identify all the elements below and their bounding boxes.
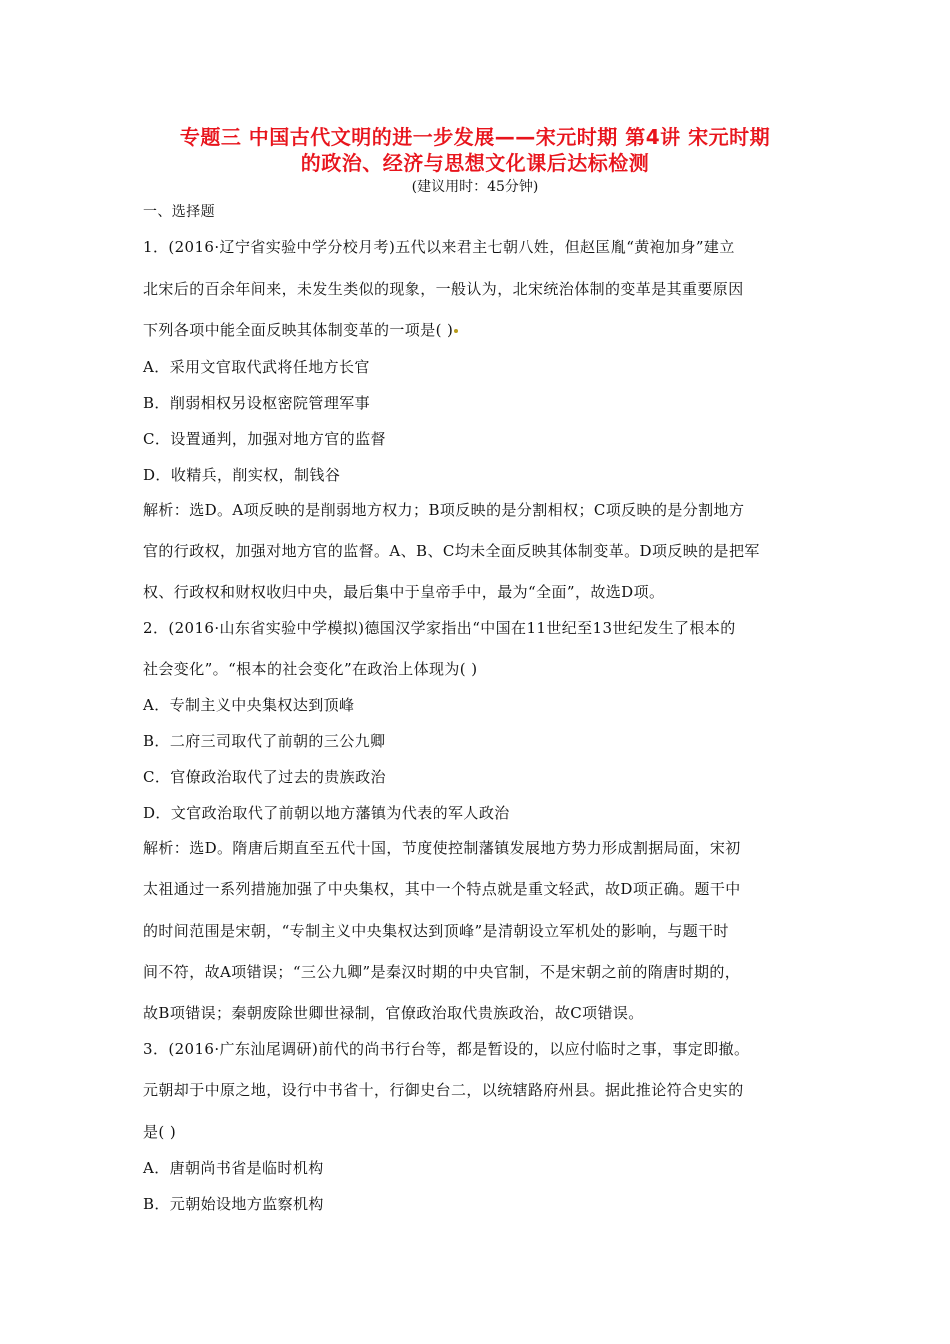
q1-option-c: C．设置通判，加强对地方官的监督 xyxy=(143,430,386,448)
q2-option-c: C．官僚政治取代了过去的贵族政治 xyxy=(143,768,386,786)
section-heading: 一、选择题 xyxy=(143,204,215,220)
q1-option-d: D．收精兵，削实权，制钱谷 xyxy=(143,466,341,484)
q1-analysis-line-3: 权、行政权和财权收归中央，最后集中于皇帝手中，最为“全面”，故选D项。 xyxy=(143,583,665,601)
q2-option-d: D．文官政治取代了前朝以地方藩镇为代表的军人政治 xyxy=(143,804,510,822)
q2-analysis-line-1: 解析：选D。隋唐后期直至五代十国，节度使控制藩镇发展地方势力形成割据局面，宋初 xyxy=(143,839,741,857)
q2-analysis-line-5: 故B项错误；秦朝废除世卿世禄制，官僚政治取代贵族政治，故C项错误。 xyxy=(143,1004,644,1022)
q2-stem-line-1: 2．(2016·山东省实验中学模拟)德国汉学家指出“中国在11世纪至13世纪发生了根本的 xyxy=(143,619,736,637)
q1-stem-line-1: 1．(2016·辽宁省实验中学分校月考)五代以来君主七朝八姓，但赵匡胤“黄袍加身”建立 xyxy=(143,238,735,256)
q1-stem-line-2: 北宋后的百余年间来，未发生类似的现象，一般认为，北宋统治体制的变革是其重要原因 xyxy=(143,280,744,298)
q1-analysis-line-2: 官的行政权，加强对地方官的监督。A、B、C均未全面反映其体制变革。D项反映的是把军 xyxy=(143,542,760,560)
q3-option-b: B．元朝始设地方监察机构 xyxy=(143,1195,324,1213)
document-title-line-1: 专题三 中国古代文明的进一步发展——宋元时期 第4讲 宋元时期 xyxy=(179,125,771,149)
q3-stem-line-2: 元朝却于中原之地，设行中书省十，行御史台二，以统辖路府州县。据此推论符合史实的 xyxy=(143,1081,744,1099)
q3-option-a: A．唐朝尚书省是临时机构 xyxy=(143,1159,324,1177)
q2-analysis-line-4: 间不符，故A项错误；“三公九卿”是秦汉时期的中央官制，不是宋朝之前的隋唐时期的， xyxy=(143,963,741,981)
q1-stem-line-3: 下列各项中能全面反映其体制变革的一项是( ) xyxy=(143,319,823,341)
q2-stem-line-2: 社会变化”。“根本的社会变化”在政治上体现为( ) xyxy=(143,660,478,678)
q1-option-b: B．削弱相权另设枢密院管理军事 xyxy=(143,394,371,412)
q1-option-a: A．采用文官取代武将任地方长官 xyxy=(143,358,370,376)
q3-stem-line-1: 3．(2016·广东汕尾调研)前代的尚书行台等，都是暂设的，以应付临时之事，事定即撤。 xyxy=(143,1040,750,1058)
time-hint: (建议用时：45分钟) xyxy=(411,179,539,195)
q1-analysis-line-1: 解析：选D。A项反映的是削弱地方权力；B项反映的是分割相权；C项反映的是分割地方 xyxy=(143,501,745,519)
q2-analysis-line-2: 太祖通过一系列措施加强了中央集权，其中一个特点就是重文轻武，故D项正确。题干中 xyxy=(143,880,741,898)
ink-dot-icon xyxy=(454,329,458,333)
q3-stem-line-3: 是( ) xyxy=(143,1123,177,1141)
q2-option-b: B．二府三司取代了前朝的三公九卿 xyxy=(143,732,386,750)
q2-analysis-line-3: 的时间范围是宋朝，“专制主义中央集权达到顶峰”是清朝设立军机处的影响，与题干时 xyxy=(143,922,729,940)
document-title-line-2: 的政治、经济与思想文化课后达标检测 xyxy=(300,151,650,175)
q2-option-a: A．专制主义中央集权达到顶峰 xyxy=(143,696,355,714)
